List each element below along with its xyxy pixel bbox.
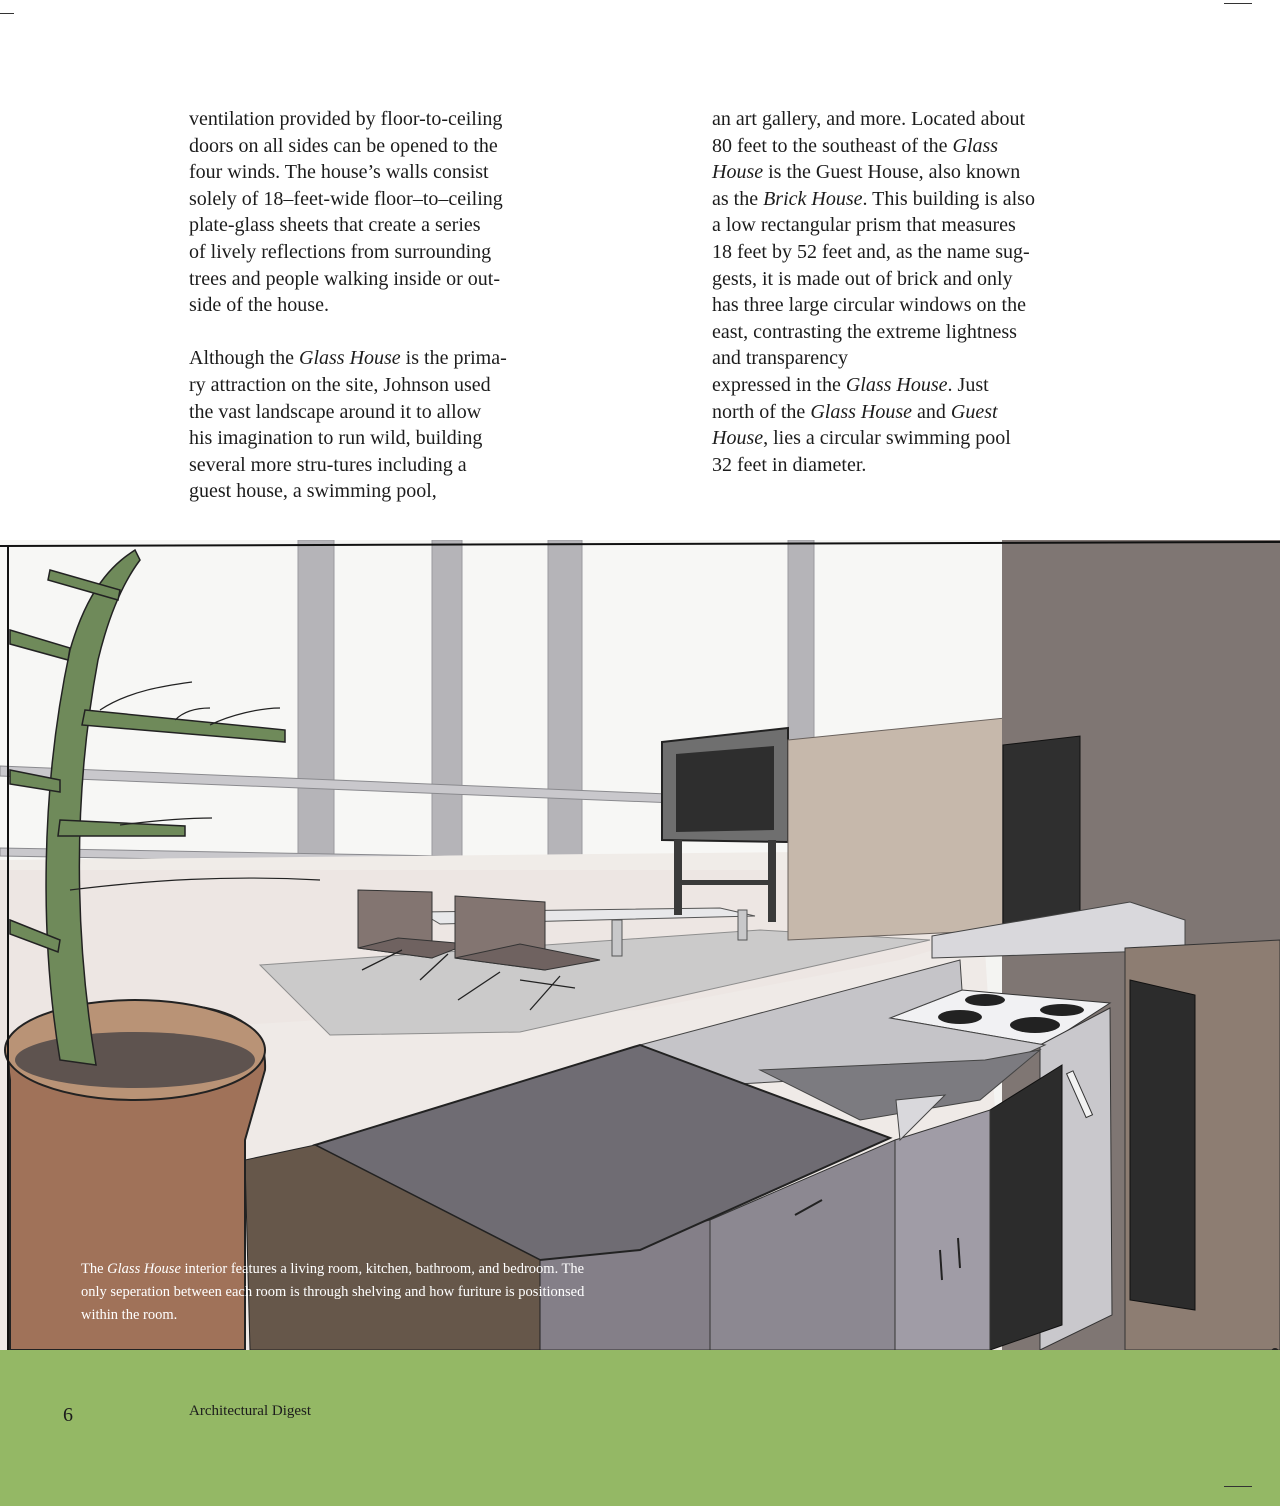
tv-stand-leg: [674, 840, 682, 915]
text-line: plate-glass sheets that create a series: [189, 214, 481, 237]
text-line: [712, 133, 1072, 160]
text-line: his imagination to run wild, building: [189, 427, 483, 450]
interior-illustration: [0, 540, 1280, 1350]
italic-title: Brick House: [763, 187, 863, 210]
text-line: [189, 345, 549, 372]
caption-line: within the room.: [81, 1307, 178, 1323]
partition-wall: [788, 718, 1005, 940]
text-line: of lively reflections from surrounding: [189, 240, 492, 263]
paragraph-1: [189, 106, 549, 319]
text-line: four winds. The house’s walls consist: [189, 161, 489, 184]
mullion: [432, 540, 462, 870]
text-line: ventilation provided by floor-to-ceiling: [189, 108, 503, 130]
italic-title: Glass House: [299, 347, 401, 370]
burner: [938, 1010, 982, 1024]
tv-stand-bar: [678, 880, 772, 885]
text-run: 80 feet to the southeast of the: [712, 134, 953, 157]
cabinet-door: [895, 1110, 990, 1350]
tv-screen: [676, 746, 774, 832]
text-run: . Just: [947, 373, 989, 396]
text-line: and transparency: [712, 347, 849, 370]
italic-title: Glass House: [810, 400, 912, 423]
text-line: side of the house.: [189, 294, 329, 317]
mullion: [298, 540, 334, 870]
text-line: trees and people walking inside or out-: [189, 267, 501, 290]
text-run: north of the: [712, 400, 811, 423]
dishwasher: [990, 1065, 1062, 1350]
text-line: [712, 399, 1072, 426]
text-line: [712, 372, 1072, 399]
text-run: The: [81, 1261, 108, 1277]
mullion: [788, 540, 814, 760]
text-line: ry attraction on the site, Johnson used: [189, 373, 491, 396]
paragraph-3: [712, 106, 1072, 478]
italic-title: House: [712, 427, 764, 450]
figure-caption: [81, 1258, 641, 1327]
illustration-svg: [0, 540, 1280, 1350]
text-line: 32 feet in diameter.: [712, 453, 867, 476]
article-column-right: [712, 106, 1072, 478]
italic-title: Glass House: [845, 373, 948, 396]
text-line: east, contrasting the extreme lightness: [712, 320, 1017, 343]
text-run: and: [911, 400, 951, 423]
text-line: solely of 18–feet-wide floor–to–ceiling: [189, 187, 503, 210]
text-line: guest house, a swimming pool,: [189, 480, 437, 503]
text-run: interior features a living room, kitchen, bathroom, and bedroom. The: [180, 1261, 585, 1277]
caption-line: only seperation between each room is through shelving and how furiture is positionsed: [81, 1284, 585, 1300]
text-line: an art gallery, and more. Located about: [712, 108, 1026, 130]
cabinet-opening: [1130, 980, 1195, 1310]
italic-title: House: [712, 161, 764, 184]
article-column-left: [189, 106, 549, 505]
page-number: 6: [63, 1404, 73, 1426]
pot-soil: [15, 1032, 255, 1088]
text-run: expressed in the: [712, 373, 846, 396]
text-line: 18 feet by 52 feet and, as the name sug-: [712, 240, 1030, 263]
text-line: [712, 186, 1072, 213]
text-line: [712, 159, 1072, 186]
text-line: gests, it is made out of brick and only: [712, 267, 1013, 290]
crop-mark-bottom-right: [1224, 1486, 1252, 1487]
crop-mark-top-left: [0, 13, 14, 14]
text-line: [712, 425, 1072, 452]
text-run: is the prima-: [400, 347, 507, 370]
text-run: . This building is also: [862, 187, 1035, 210]
italic-title: Guest: [950, 400, 998, 423]
crop-mark-top-right: [1224, 3, 1252, 4]
burner: [965, 994, 1005, 1006]
text-run: , lies a circular swimming pool: [763, 427, 1011, 450]
text-line: doors on all sides can be opened to the: [189, 134, 498, 157]
text-line: a low rectangular prism that measures: [712, 214, 1016, 237]
text-run: Although the: [189, 347, 299, 370]
footer-band: [0, 1350, 1280, 1506]
text-run: as the: [712, 187, 764, 210]
text-line: has three large circular windows on the: [712, 294, 1026, 317]
caption-line: [81, 1258, 641, 1281]
text-run: is the Guest House, also known: [763, 161, 1021, 184]
text-line: the vast landscape around it to allow: [189, 400, 482, 423]
publication-name: Architectural Digest: [189, 1403, 312, 1419]
table-leg: [612, 920, 622, 956]
text-line: several more stru-tures including a: [189, 453, 467, 476]
burner: [1010, 1017, 1060, 1033]
mullion: [548, 540, 582, 870]
table-leg: [738, 910, 747, 940]
italic-title: Glass House: [107, 1261, 181, 1277]
burner: [1040, 1004, 1084, 1016]
italic-title: Glass: [952, 134, 999, 157]
paragraph-2: [189, 345, 549, 505]
